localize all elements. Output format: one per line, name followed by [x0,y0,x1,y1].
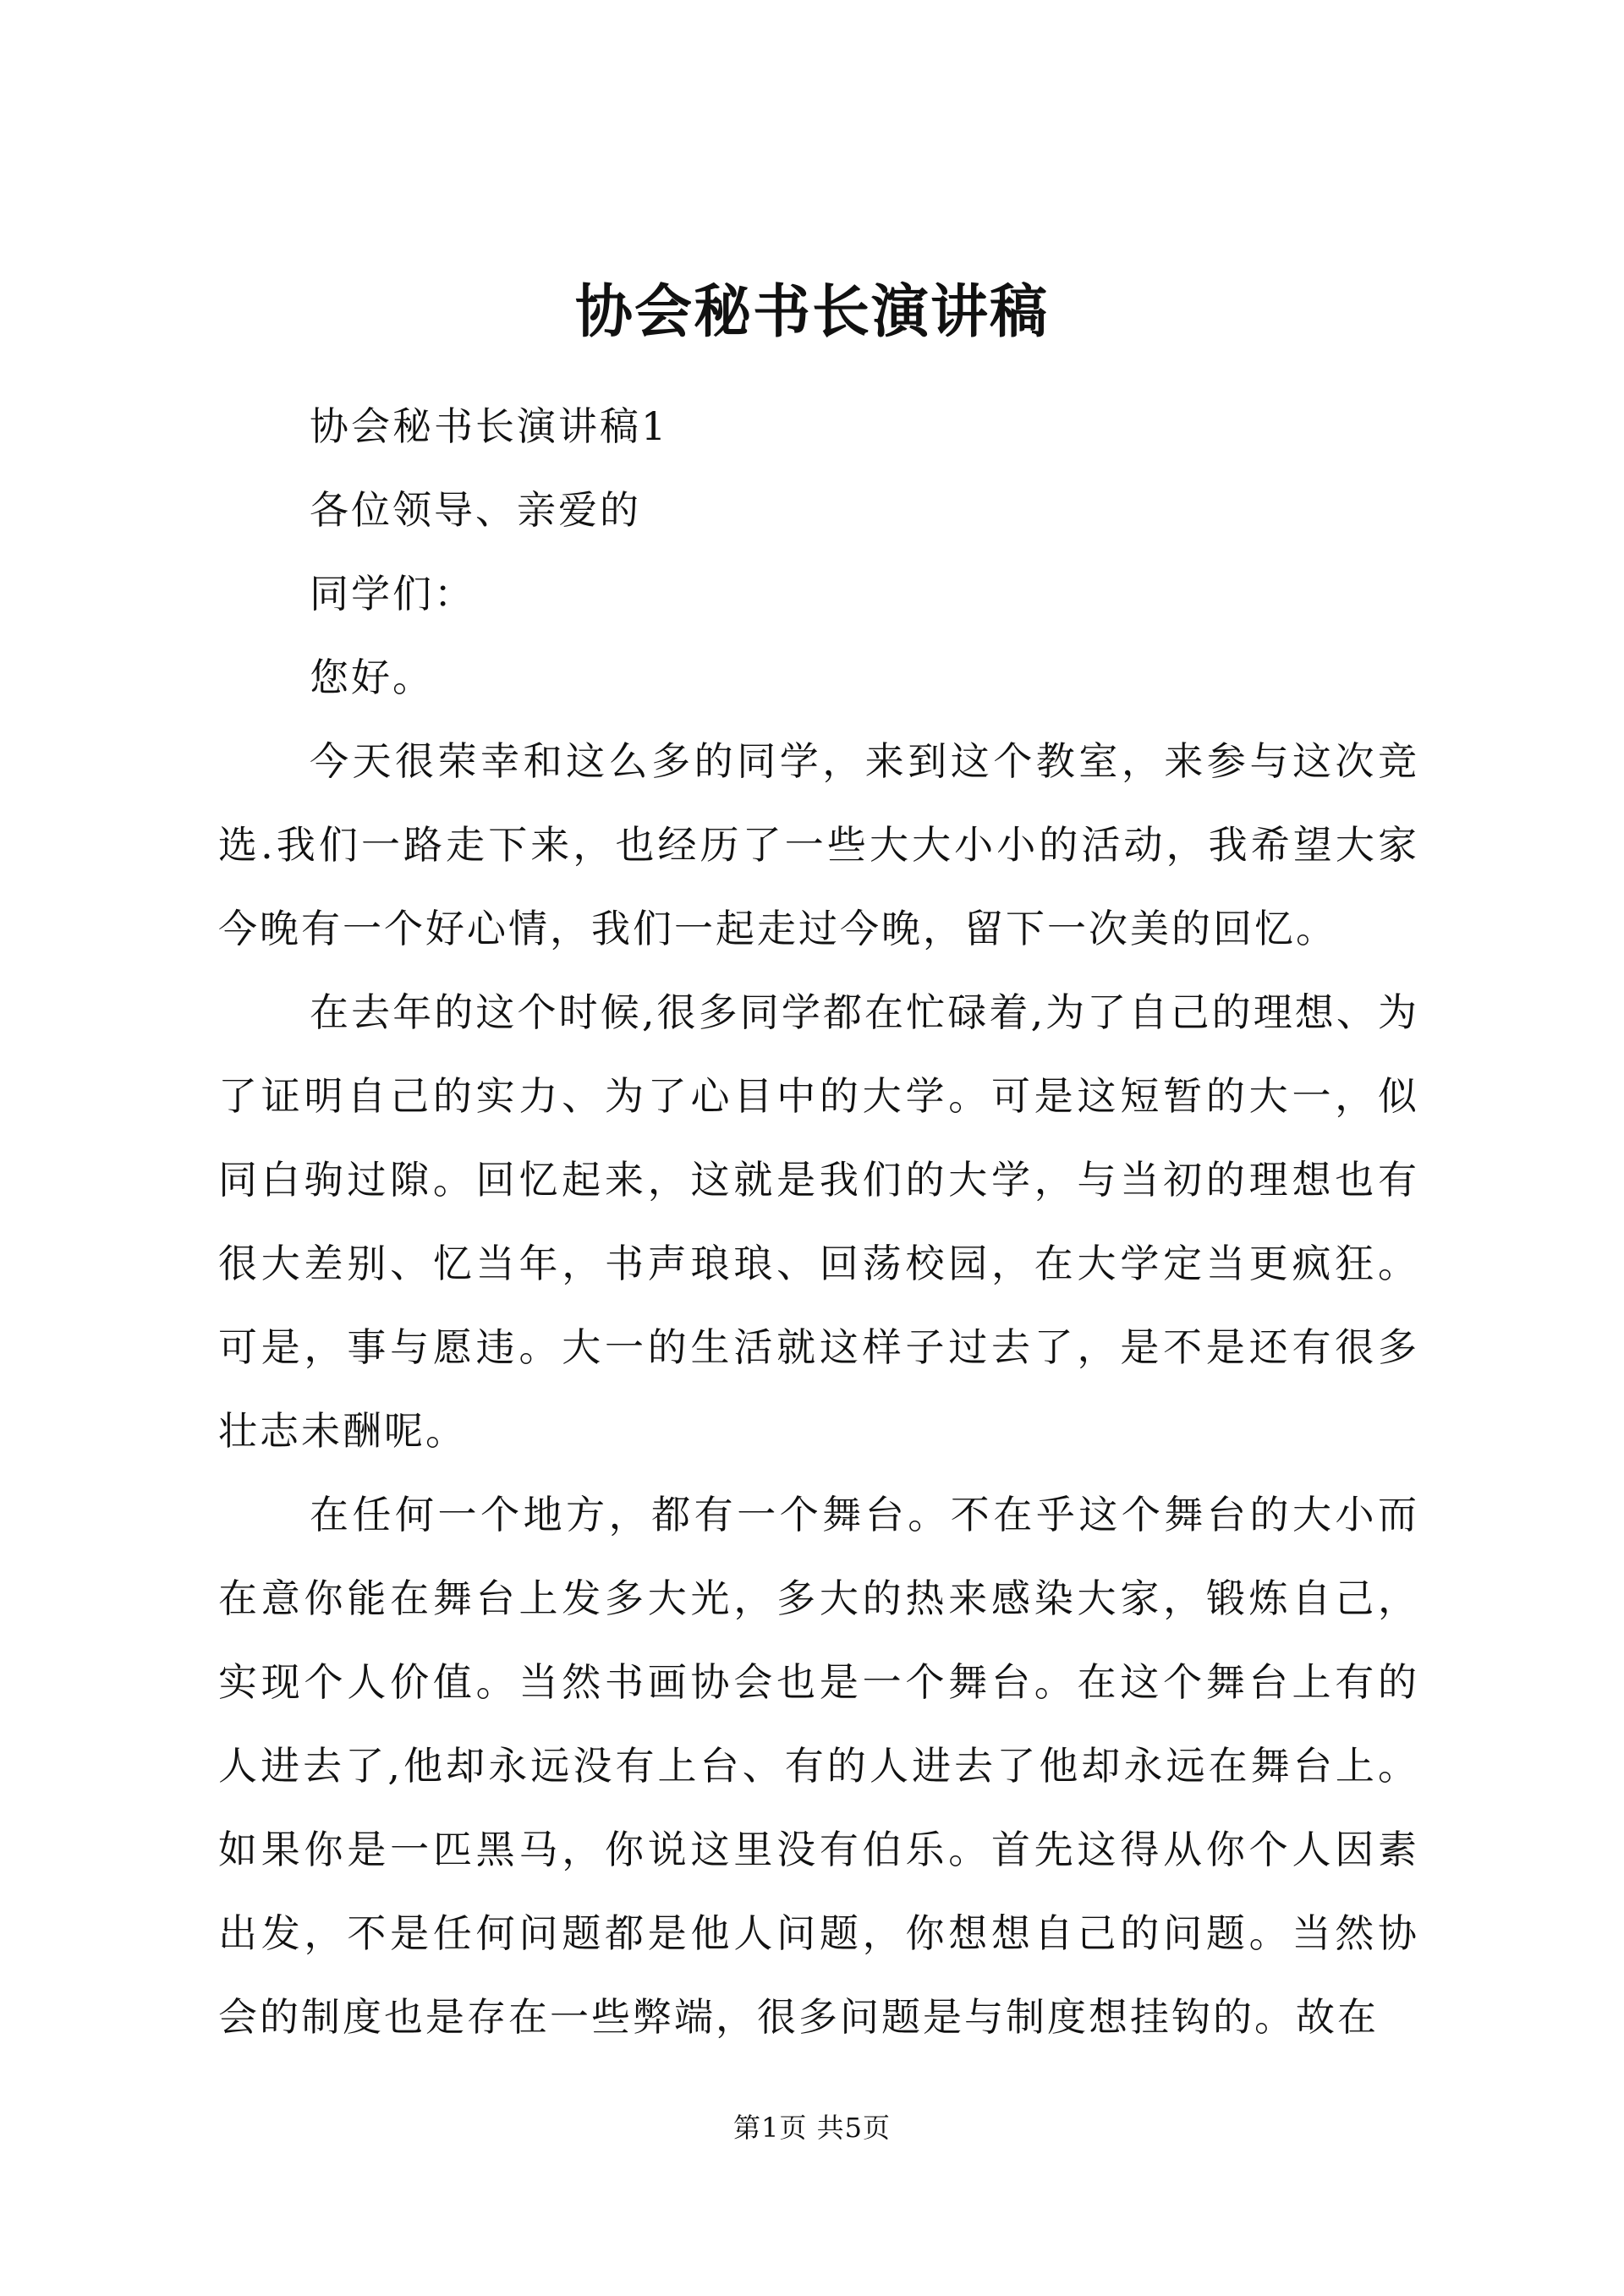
page-number-footer: 第1页 共5页 [733,2112,891,2144]
document-title: 协会秘书长演讲稿 [574,278,1049,346]
paragraph-greeting-1: 各位领导、亲爱的 [310,487,641,533]
paragraph-body: 在任何一个地方，都有一个舞台。不在乎这个舞台的大小而在意你能在舞台上发多大光，多大的热来感染大家，锻炼自己，实现个人价值。当然书画协会也是一个舞台。在这个舞台上有的人进去了,他却永远没有上台、有的人进去了他却永远在舞台上。如果你是一匹黑马，你说这里没有伯乐。首先这得从你个人因素出发，不是任何问题都是他人问题，你想想自己的问题。当然协会的制度也是存在一些弊端，很多问题是与制度想挂钩的。故在 [218,1492,1419,2040]
document-body [218,385,1419,2059]
paragraph-body: 今天很荣幸和这么多的同学，来到这个教室，来参与这次竞选.我们一路走下来，也经历了一些大大小小的活动，我希望大家今晚有一个好心情，我们一起走过今晚，留下一次美的回忆。 [218,738,1419,951]
paragraph-heading: 协会秘书长演讲稿1 [310,403,669,449]
paragraph-greeting-3: 您好。 [310,655,434,700]
paragraph-body: 在去年的这个时候,很多同学都在忙碌着,为了自己的理想、为了证明自己的实力、为了心目中的大学。可是这短暂的大一，似同白驹过隙。回忆起来，这就是我们的大学，与当初的理想也有很大差别、忆当年，书声琅琅、回荡校园，在大学定当更疯狂。可是，事与愿违。大一的生活就这样子过去了，是不是还有很多壮志未酬呢。 [218,989,1419,1454]
paragraph-greeting-2: 同学们： [310,571,475,616]
